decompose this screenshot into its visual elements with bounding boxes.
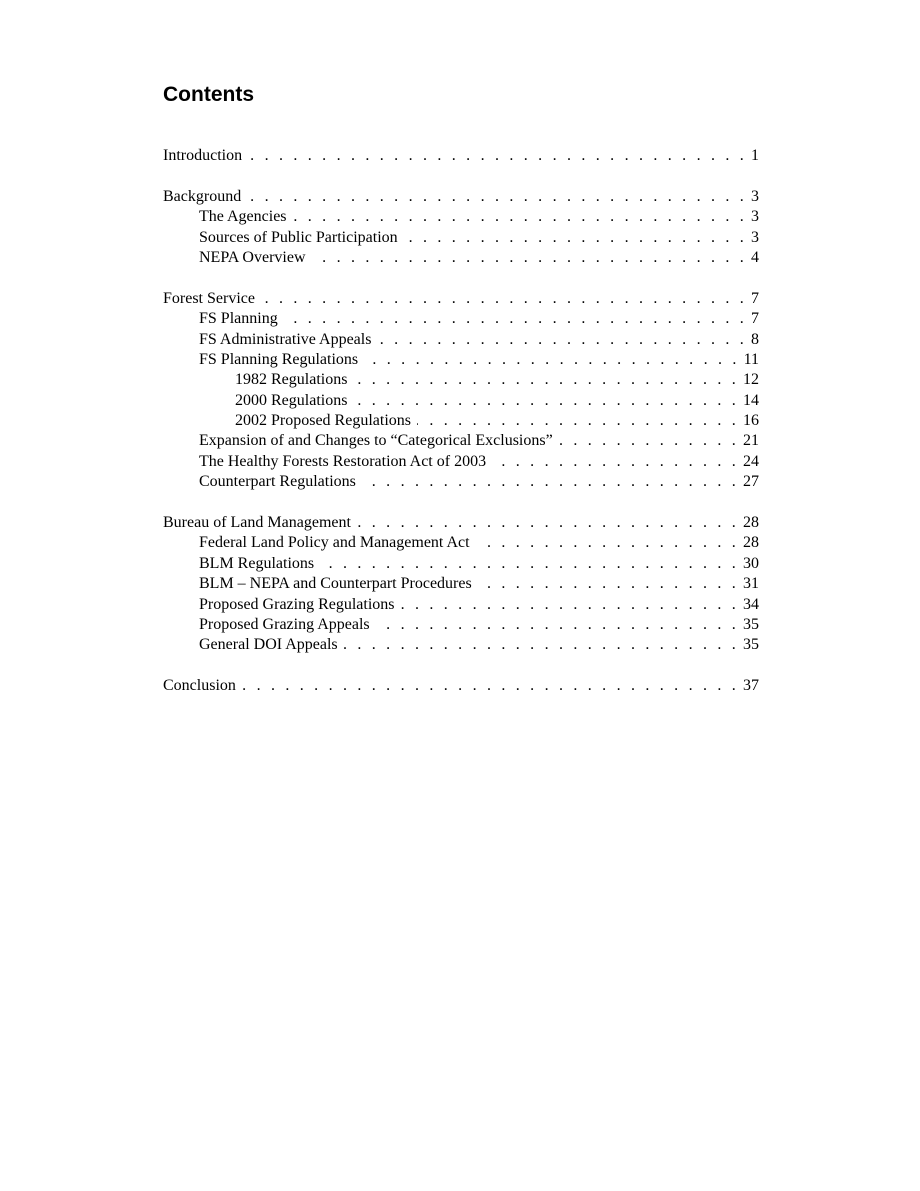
toc-entry-title: FS Planning Regulations	[199, 350, 359, 368]
toc-entry[interactable]	[163, 207, 759, 227]
toc-entry[interactable]	[163, 289, 759, 309]
toc-dot-leader	[284, 309, 747, 329]
toc-entry-title: Counterpart Regulations	[199, 473, 356, 491]
toc-entry[interactable]	[163, 411, 759, 431]
toc-entry[interactable]	[163, 595, 759, 615]
toc-dot-leader	[559, 431, 739, 451]
toc-entry[interactable]	[163, 228, 759, 248]
toc-entry[interactable]	[163, 635, 759, 655]
toc-dot-leader	[417, 411, 739, 431]
toc-entry-title: BLM – NEPA and Counterpart Procedures	[199, 575, 472, 593]
toc-dot-leader	[476, 533, 739, 553]
toc-entry-title: Bureau of Land Management	[163, 514, 351, 532]
toc-entry-title: BLM Regulations	[199, 554, 315, 572]
toc-page-number: 3	[751, 187, 759, 205]
toc-page-number: 37	[743, 677, 759, 695]
toc-page-number: 28	[743, 514, 759, 532]
page-title: Contents	[163, 83, 254, 106]
toc-entry-title: Proposed Grazing Regulations	[199, 595, 395, 613]
toc-dot-leader	[353, 370, 739, 390]
toc-page-number: 30	[743, 554, 759, 572]
toc-dot-leader	[242, 676, 739, 696]
toc-entry-title: Introduction	[163, 147, 243, 164]
toc-entry[interactable]	[163, 615, 759, 635]
toc-dot-leader	[362, 472, 739, 492]
toc-page-number: 16	[743, 412, 759, 430]
table-of-contents	[163, 146, 759, 697]
toc-entry-title: Expansion of and Changes to “Categorical Exclusions”	[199, 432, 553, 450]
toc-dot-leader	[376, 615, 739, 635]
toc-entry[interactable]	[163, 676, 759, 696]
toc-entry-title: Forest Service	[163, 289, 255, 307]
toc-entry[interactable]	[163, 554, 759, 574]
toc-entry-title: 1982 Regulations	[235, 371, 348, 389]
toc-entry[interactable]	[163, 472, 759, 492]
toc-dot-leader	[247, 187, 747, 207]
toc-entry[interactable]	[163, 370, 759, 390]
toc-dot-leader	[364, 350, 739, 370]
toc-page-number: 11	[743, 350, 759, 368]
toc-page-number: 4	[751, 248, 759, 266]
toc-entry-title: Federal Land Policy and Management Act	[199, 534, 470, 552]
toc-entry-title: Conclusion	[163, 677, 236, 695]
toc-page-number: 3	[751, 228, 759, 246]
toc-entry-title: NEPA Overview	[199, 248, 306, 266]
toc-dot-leader	[401, 595, 739, 615]
toc-entry[interactable]	[163, 330, 759, 350]
toc-dot-leader	[344, 635, 739, 655]
toc-entry-title: FS Planning	[199, 310, 278, 328]
toc-entry[interactable]	[163, 350, 759, 370]
toc-dot-leader	[248, 146, 747, 166]
toc-entry-title: The Agencies	[199, 208, 287, 226]
toc-entry[interactable]	[163, 452, 759, 472]
toc-entry[interactable]	[163, 187, 759, 207]
toc-entry-title: General DOI Appeals	[199, 636, 338, 654]
toc-entry-title: Sources of Public Participation	[199, 228, 398, 246]
toc-dot-leader	[312, 248, 747, 268]
toc-page-number: 12	[743, 371, 759, 389]
toc-entry-title: Background	[163, 187, 242, 205]
toc-page-number: 27	[743, 473, 759, 491]
toc-entry[interactable]	[163, 391, 759, 411]
toc-entry-title: 2000 Regulations	[235, 391, 348, 409]
toc-page-number: 1	[751, 147, 759, 164]
toc-entry-title: 2002 Proposed Regulations	[235, 412, 411, 430]
toc-entry[interactable]	[163, 309, 759, 329]
toc-dot-leader	[353, 391, 739, 411]
toc-dot-leader	[357, 513, 739, 533]
toc-entry[interactable]	[163, 248, 759, 268]
toc-page-number: 14	[743, 391, 759, 409]
toc-page-number: 31	[743, 575, 759, 593]
toc-page-number: 21	[743, 432, 759, 450]
toc-page-number: 34	[743, 595, 759, 613]
toc-dot-leader	[261, 289, 747, 309]
toc-dot-leader	[492, 452, 739, 472]
toc-entry[interactable]	[163, 146, 759, 166]
toc-dot-leader	[404, 228, 747, 248]
toc-dot-leader	[320, 554, 739, 574]
toc-entry-title: FS Administrative Appeals	[199, 330, 372, 348]
toc-entry[interactable]	[163, 431, 759, 451]
toc-page-number: 3	[751, 208, 759, 226]
toc-entry-title: The Healthy Forests Restoration Act of 2003	[199, 452, 487, 470]
toc-entry[interactable]	[163, 533, 759, 553]
toc-page-number: 35	[743, 615, 759, 633]
toc-page-number: 7	[751, 289, 759, 307]
toc-page-number: 28	[743, 534, 759, 552]
toc-page-number: 8	[751, 330, 759, 348]
toc-entry[interactable]	[163, 513, 759, 533]
toc-dot-leader	[377, 330, 747, 350]
toc-entry-title: Proposed Grazing Appeals	[199, 615, 370, 633]
toc-entry[interactable]	[163, 574, 759, 594]
toc-page-number: 24	[743, 452, 759, 470]
toc-page-number: 35	[743, 636, 759, 654]
toc-page-number: 7	[751, 310, 759, 328]
toc-dot-leader	[478, 574, 739, 594]
toc-dot-leader	[293, 207, 747, 227]
